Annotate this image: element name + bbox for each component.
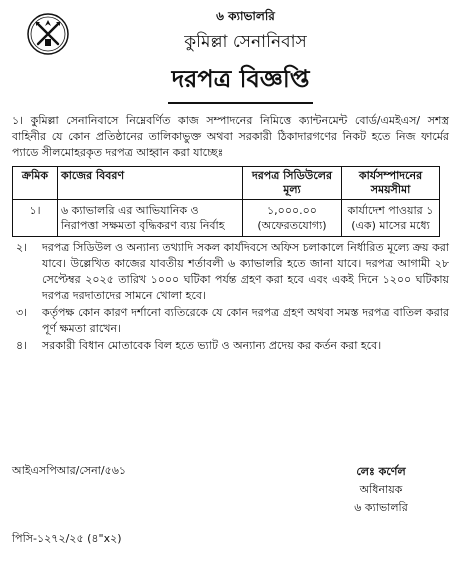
clause-text: কর্তৃপক্ষ কোন কারণ দর্শানো ব্যতিরেকে যে কোন দরপত্র গ্রহণ অথবা সমস্ত দরপত্র বাতিল করার পূর্ণ ক্ষমতা রাখেন। xyxy=(42,306,449,335)
cell-description: ৬ ক্যাভালরি এর আভিযানিক ও নিরাপত্তা সক্ষমতা বৃদ্ধিকরণ ব্যয় নির্বাহ xyxy=(58,200,243,237)
army-emblem-icon xyxy=(26,12,70,56)
table-header-row xyxy=(13,167,440,200)
footer xyxy=(12,454,449,564)
pc-number: পিসি-১২৭২/২৫ (৪"x২) xyxy=(12,532,122,545)
column-header-description: কাজের বিবরণ xyxy=(58,167,243,200)
clause-number: ২। xyxy=(16,241,28,254)
cell-serial: ১। xyxy=(13,200,58,237)
column-header-price: দরপত্র সিডিউলের মূল্য xyxy=(243,167,342,200)
clause-number: ৩। xyxy=(16,306,28,319)
cell-duration: কার্যাদেশ পাওয়ার ১ (এক) মাসের মধ্যে xyxy=(342,200,440,237)
clause-item xyxy=(12,338,449,354)
signatory-unit: ৬ ক্যাভালরি xyxy=(354,501,408,514)
clause-item xyxy=(12,240,449,304)
price-note: (অফেরতযোগ্য) xyxy=(257,219,327,232)
signatory-title: অধিনায়ক xyxy=(359,483,403,496)
table-row xyxy=(13,200,440,237)
clause-text: সরকারী বিধান মোতাবেক বিল হতে ভ্যাট ও অন্যান্য প্রদেয় কর কর্তন করা হবে। xyxy=(42,339,382,352)
clause-item xyxy=(12,305,449,337)
cell-price xyxy=(243,200,342,237)
intro-paragraph: ১। কুমিল্লা সেনানিবাসে নিম্নেবর্ণিত কাজ সম্পাদনের নিমিত্তে ক্যান্টনমেন্ট বোর্ড/এমইএস/ সশস্ত্র বাহিনীর যে কোন প্রতিষ্ঠানের তালিকাভুক্ত অথবা সরকারী ঠিকাদারগণের নিকট হতে নিজ ফার্মের প্যাডে সীলমোহরকৃত দরপত্র আহ্বান করা যাচ্ছেঃ xyxy=(12,114,449,159)
ispr-reference: আইএসপিআর/সেনা/৫৬১ xyxy=(12,464,127,477)
signature-block xyxy=(327,463,435,517)
unit-name: ৬ ক্যাভালরি xyxy=(216,9,275,23)
column-header-serial: ক্রমিক xyxy=(13,167,58,200)
price-value: ১,০০০.০০ xyxy=(267,204,317,217)
notice-title: দরপত্র বিজ্ঞপ্তি xyxy=(168,61,314,104)
signatory-rank: লেঃ কর্ণেল xyxy=(356,465,406,478)
column-header-duration: কার্যসম্পাদনের সময়সীমা xyxy=(342,167,440,200)
cantonment-name: কুমিল্লা সেনানিবাস xyxy=(184,32,307,52)
clause-number: ৪। xyxy=(16,339,28,352)
clauses xyxy=(12,240,449,354)
clause-text: দরপত্র সিডিউল ও অন্যান্য তথ্যাদি সকল কার্যদিবসে অফিস চলাকালে নির্ধারিত মূল্যে ক্রয় করা যাবে। উল্লেখিত কাজের যাবতীয় শর্তাবলী ৬ ক্যাভালরি হতে জানা যাবে। দরপত্র আগামী ২৮ সেপ্টেম্বর ২০২৫ তারিখ ১০০০ ঘটিকা পর্যন্ত গ্রহণ করা হবে এবং একই দিনে ১২০০ ঘটিকায় দরপত্র দরদাতাদের সামনে খোলা হবে। xyxy=(42,241,449,302)
tender-table xyxy=(12,166,440,237)
